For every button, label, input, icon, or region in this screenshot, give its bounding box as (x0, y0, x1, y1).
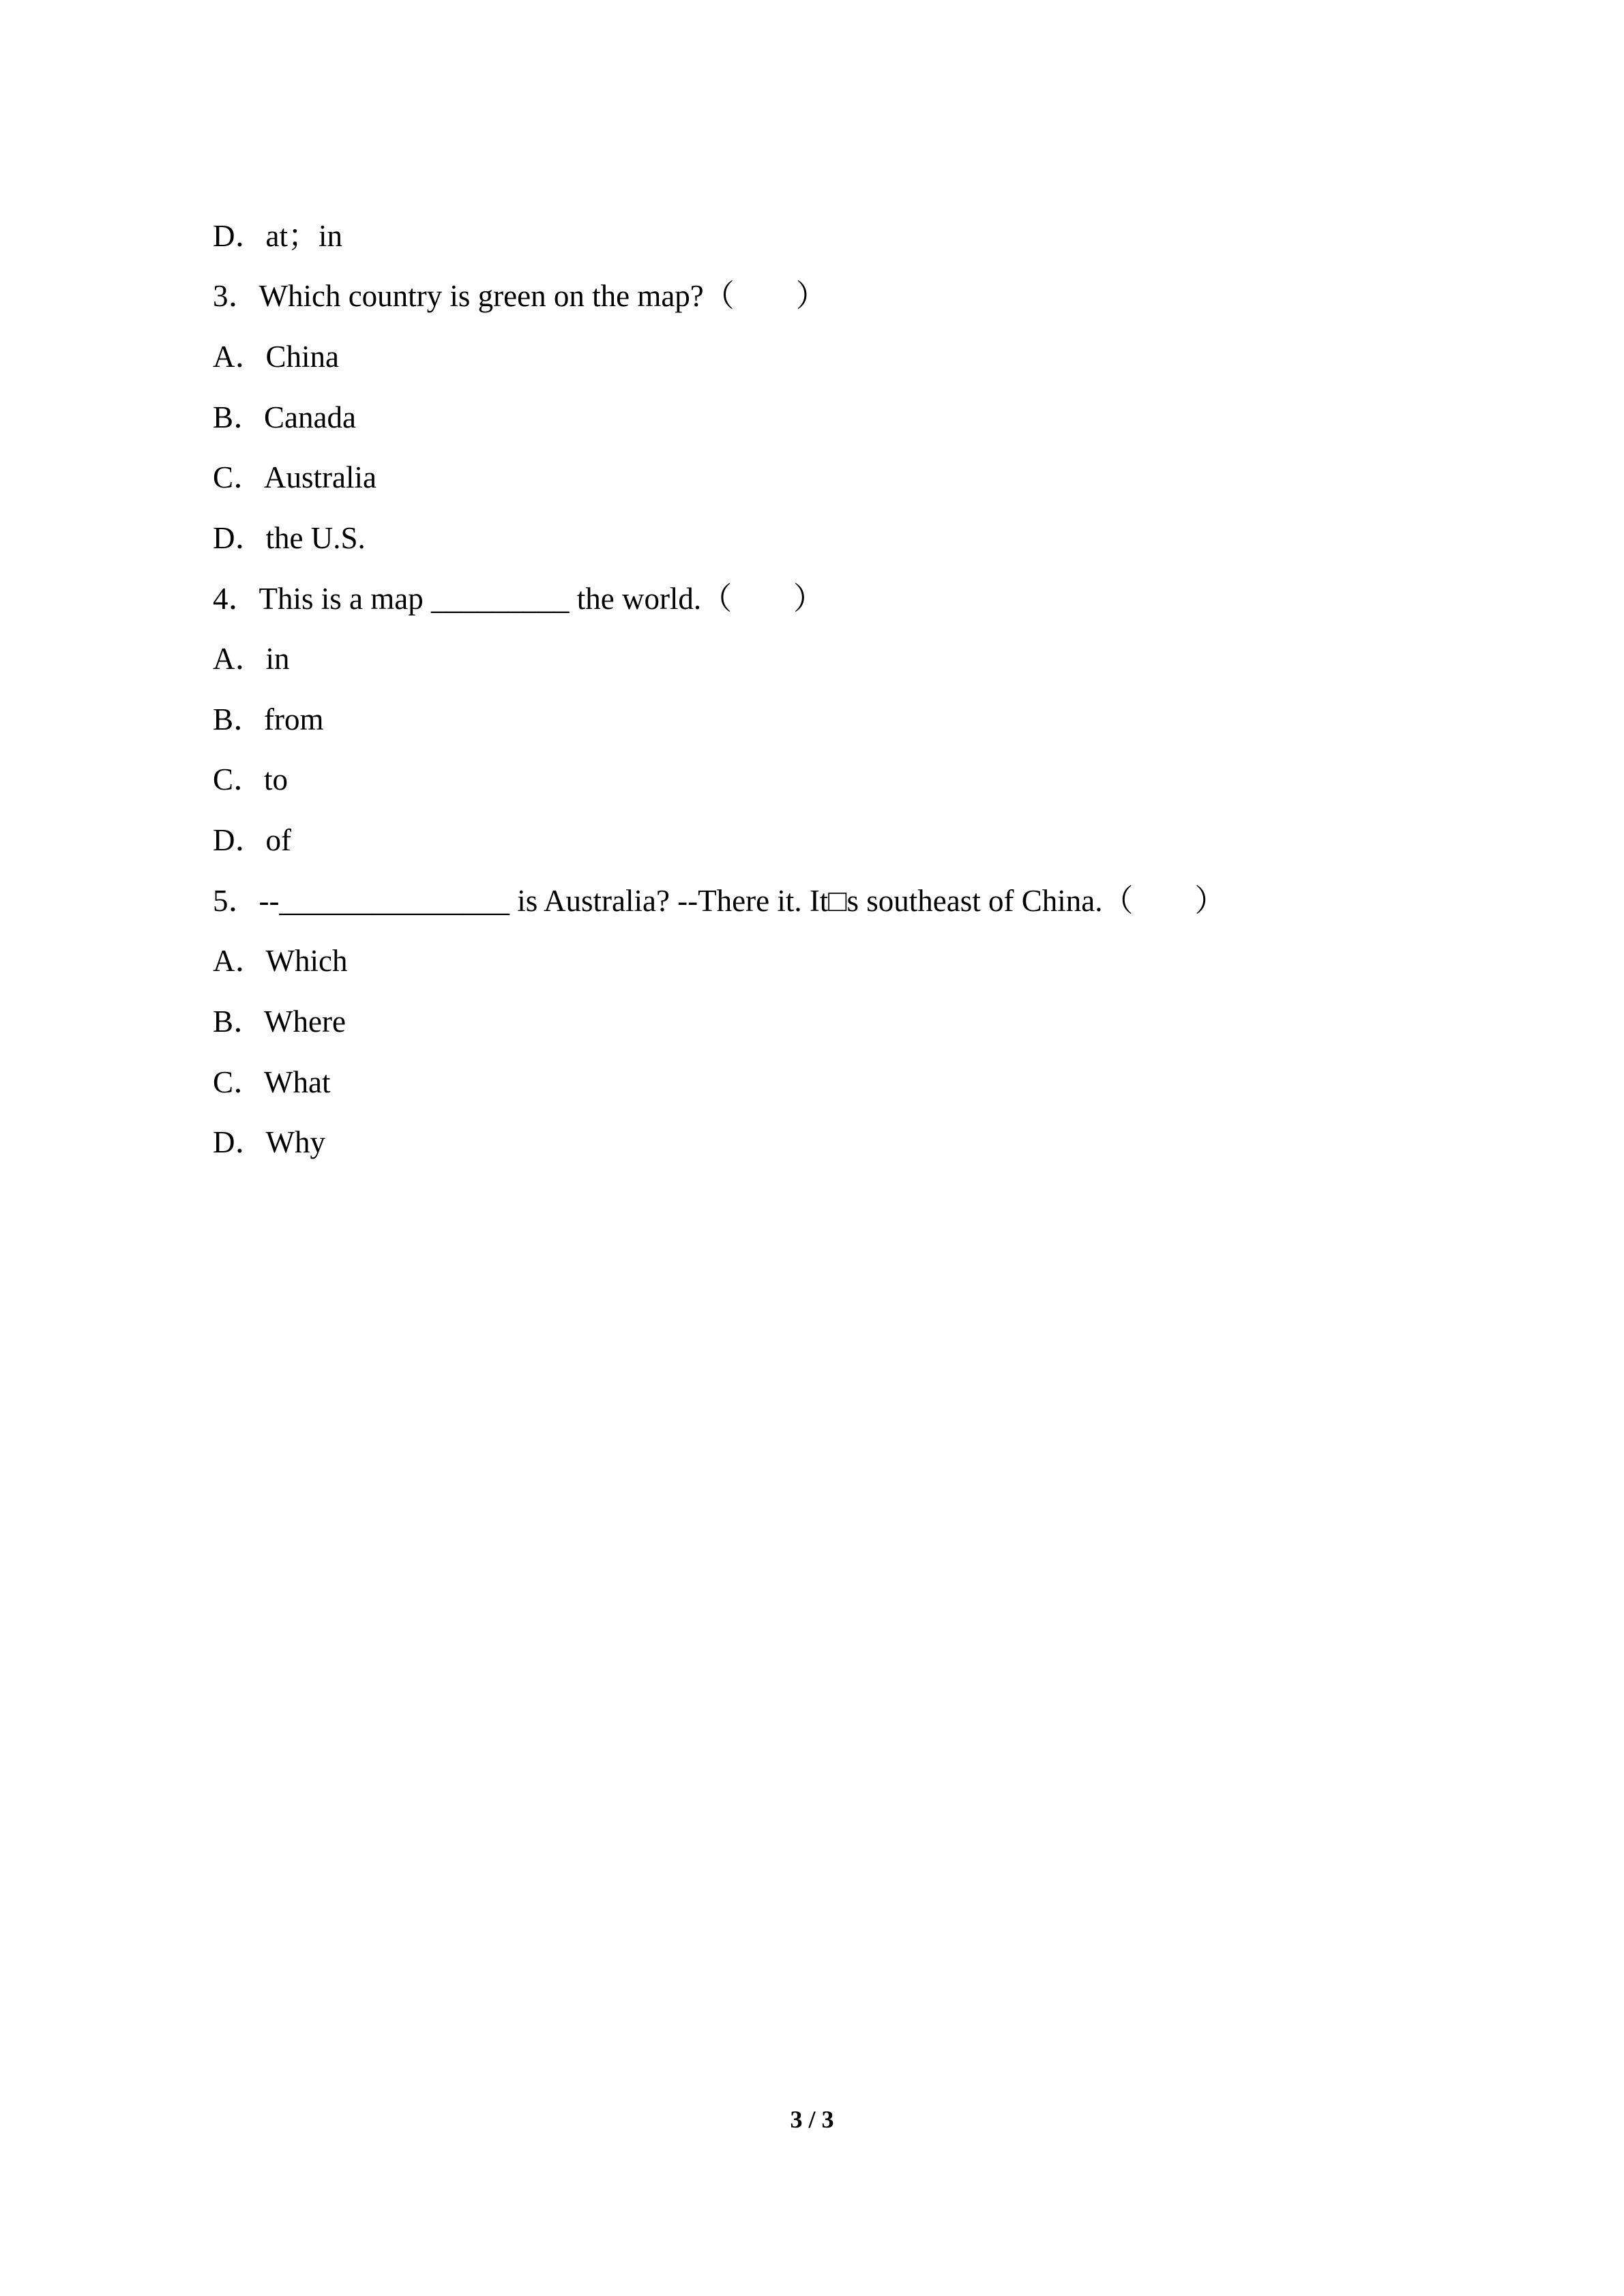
question-3-option-a: A．China (213, 340, 339, 374)
question-4-option-a: A．in (213, 642, 290, 676)
question-4-option-b: B．from (213, 702, 324, 736)
question-5-option-d: D．Why (213, 1125, 325, 1159)
question-4-option-c: C．to (213, 762, 289, 796)
question-4-stem: 4．This is a map _________ the world.（ ） (213, 582, 825, 616)
question-3-option-c: C．Australia (213, 460, 377, 494)
option-d-previous: D．at；in (213, 219, 342, 253)
question-5-option-c: C．What (213, 1065, 331, 1099)
question-3-option-d: D．the U.S. (213, 521, 366, 555)
question-5-option-b: B．Where (213, 1004, 346, 1039)
question-4-option-d: D．of (213, 823, 291, 857)
question-5-stem: 5．--_______________ is Australia? --There it. It□s southeast of China.（ ） (213, 884, 1226, 918)
question-5-option-a: A．Which (213, 944, 348, 978)
question-3-option-b: B．Canada (213, 400, 356, 434)
page-number: 3 / 3 (790, 2106, 834, 2133)
question-3-stem: 3．Which country is green on the map?（ ） (213, 279, 827, 313)
